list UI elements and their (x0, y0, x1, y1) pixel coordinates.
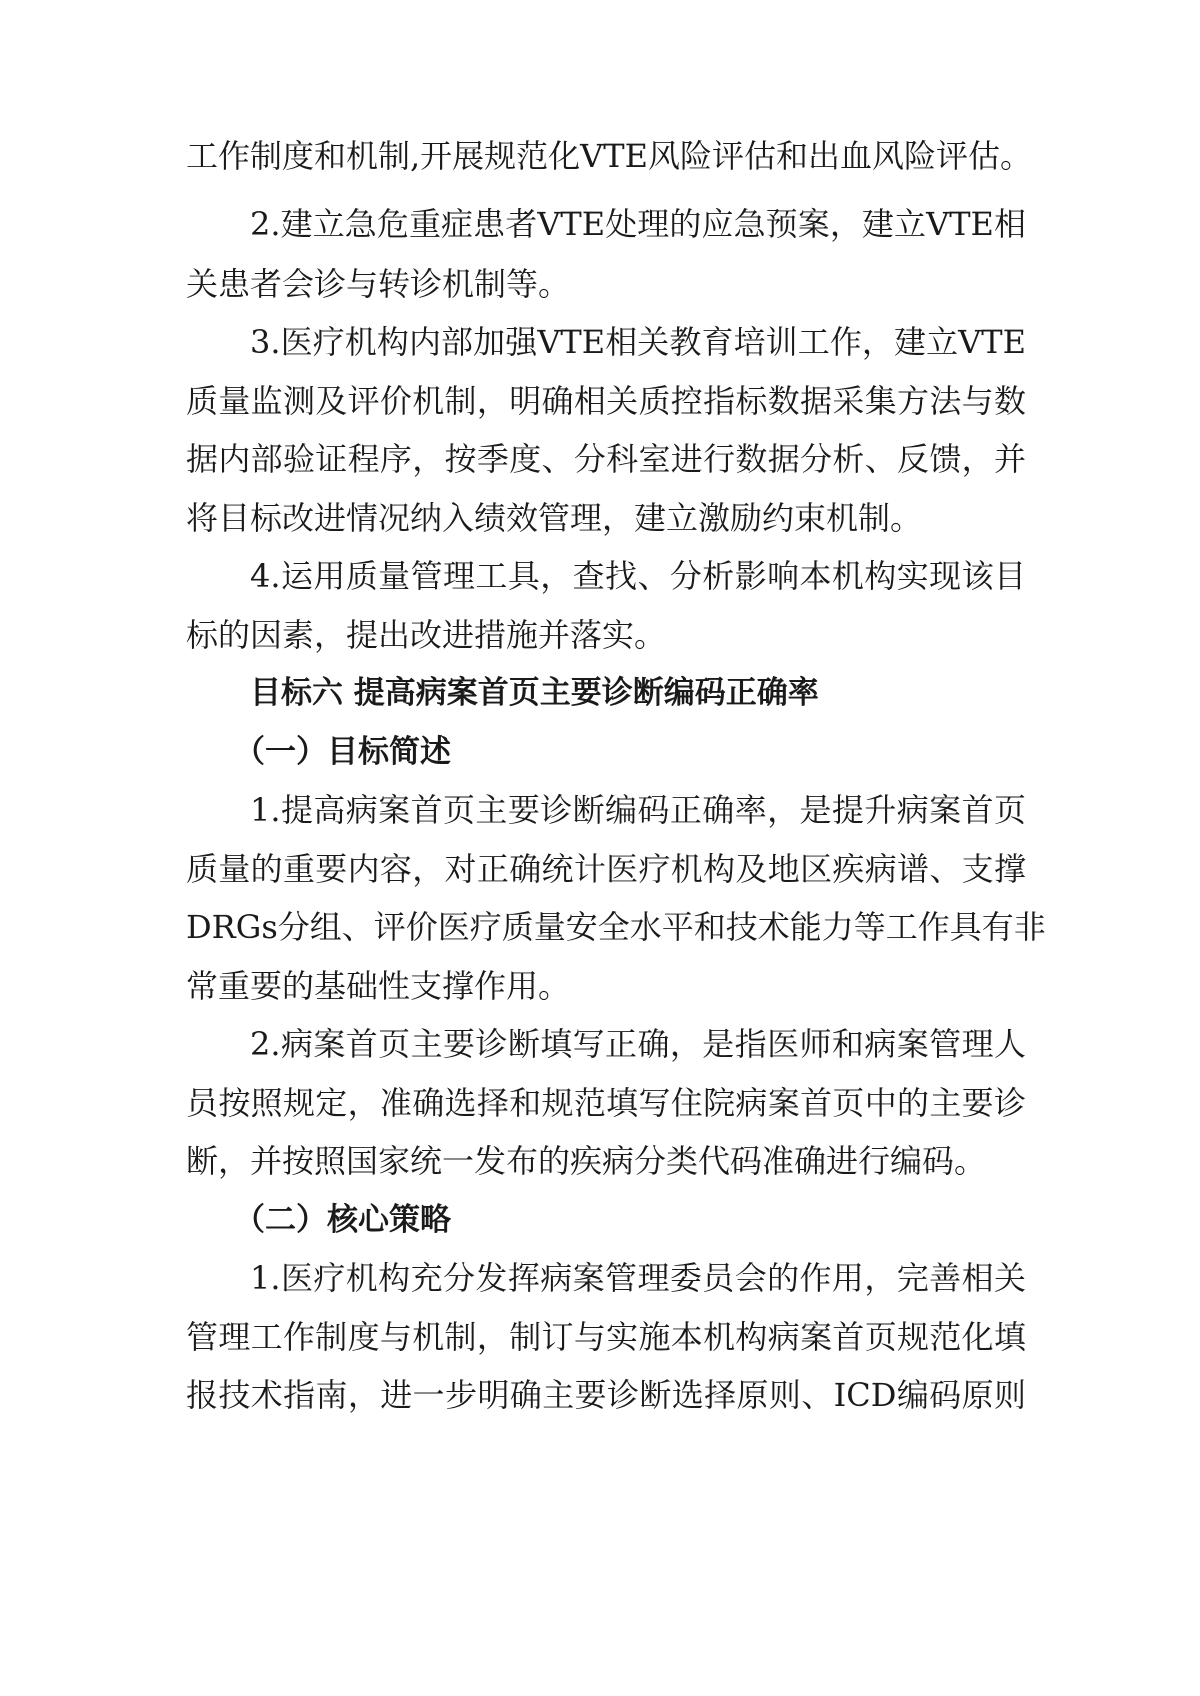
paragraph-line: 工作制度和机制,开展规范化VTE风险评估和出血风险评估。 (186, 137, 1032, 175)
section-heading: 目标六 提高病案首页主要诊断编码正确率 (250, 675, 819, 711)
paragraph-line: 质量监测及评价机制，明确相关质控指标数据采集方法与数 (186, 382, 1026, 420)
paragraph-line: 3.医疗机构内部加强VTE相关教育培训工作，建立VTE (250, 323, 1026, 361)
paragraph-line: 关患者会诊与转诊机制等。 (186, 265, 571, 303)
subsection-heading: （一）目标简述 (234, 734, 451, 770)
paragraph-line: 常重要的基础性支撑作用。 (186, 967, 571, 1005)
paragraph-line: 报技术指南，进一步明确主要诊断选择原则、ICD编码原则 (186, 1376, 1026, 1414)
paragraph-line: 员按照规定，准确选择和规范填写住院病案首页中的主要诊 (186, 1084, 1026, 1122)
subsection-heading: （二）核心策略 (234, 1202, 451, 1238)
paragraph-line: DRGs分组、评价医疗质量安全水平和技术能力等工作具有非 (186, 908, 1046, 946)
paragraph-line: 据内部验证程序，按季度、分科室进行数据分析、反馈，并 (186, 440, 1026, 478)
paragraph-line: 断，并按照国家统一发布的疾病分类代码准确进行编码。 (186, 1142, 987, 1180)
paragraph-line: 管理工作制度与机制，制订与实施本机构病案首页规范化填 (186, 1318, 1026, 1356)
paragraph-line: 质量的重要内容，对正确统计医疗机构及地区疾病谱、支撑 (186, 850, 1026, 888)
paragraph-line: 标的因素，提出改进措施并落实。 (186, 616, 667, 654)
paragraph-line: 2.建立急危重症患者VTE处理的应急预案，建立VTE相 (250, 205, 1026, 243)
paragraph-line: 2.病案首页主要诊断填写正确，是指医师和病案管理人 (250, 1025, 1026, 1063)
paragraph-line: 将目标改进情况纳入绩效管理，建立激励约束机制。 (186, 499, 923, 537)
paragraph-line: 1.医疗机构充分发挥病案管理委员会的作用，完善相关 (250, 1259, 1026, 1297)
paragraph-line: 1.提高病案首页主要诊断编码正确率，是提升病案首页 (250, 791, 1026, 829)
paragraph-line: 4.运用质量管理工具，查找、分析影响本机构实现该目 (250, 557, 1026, 595)
